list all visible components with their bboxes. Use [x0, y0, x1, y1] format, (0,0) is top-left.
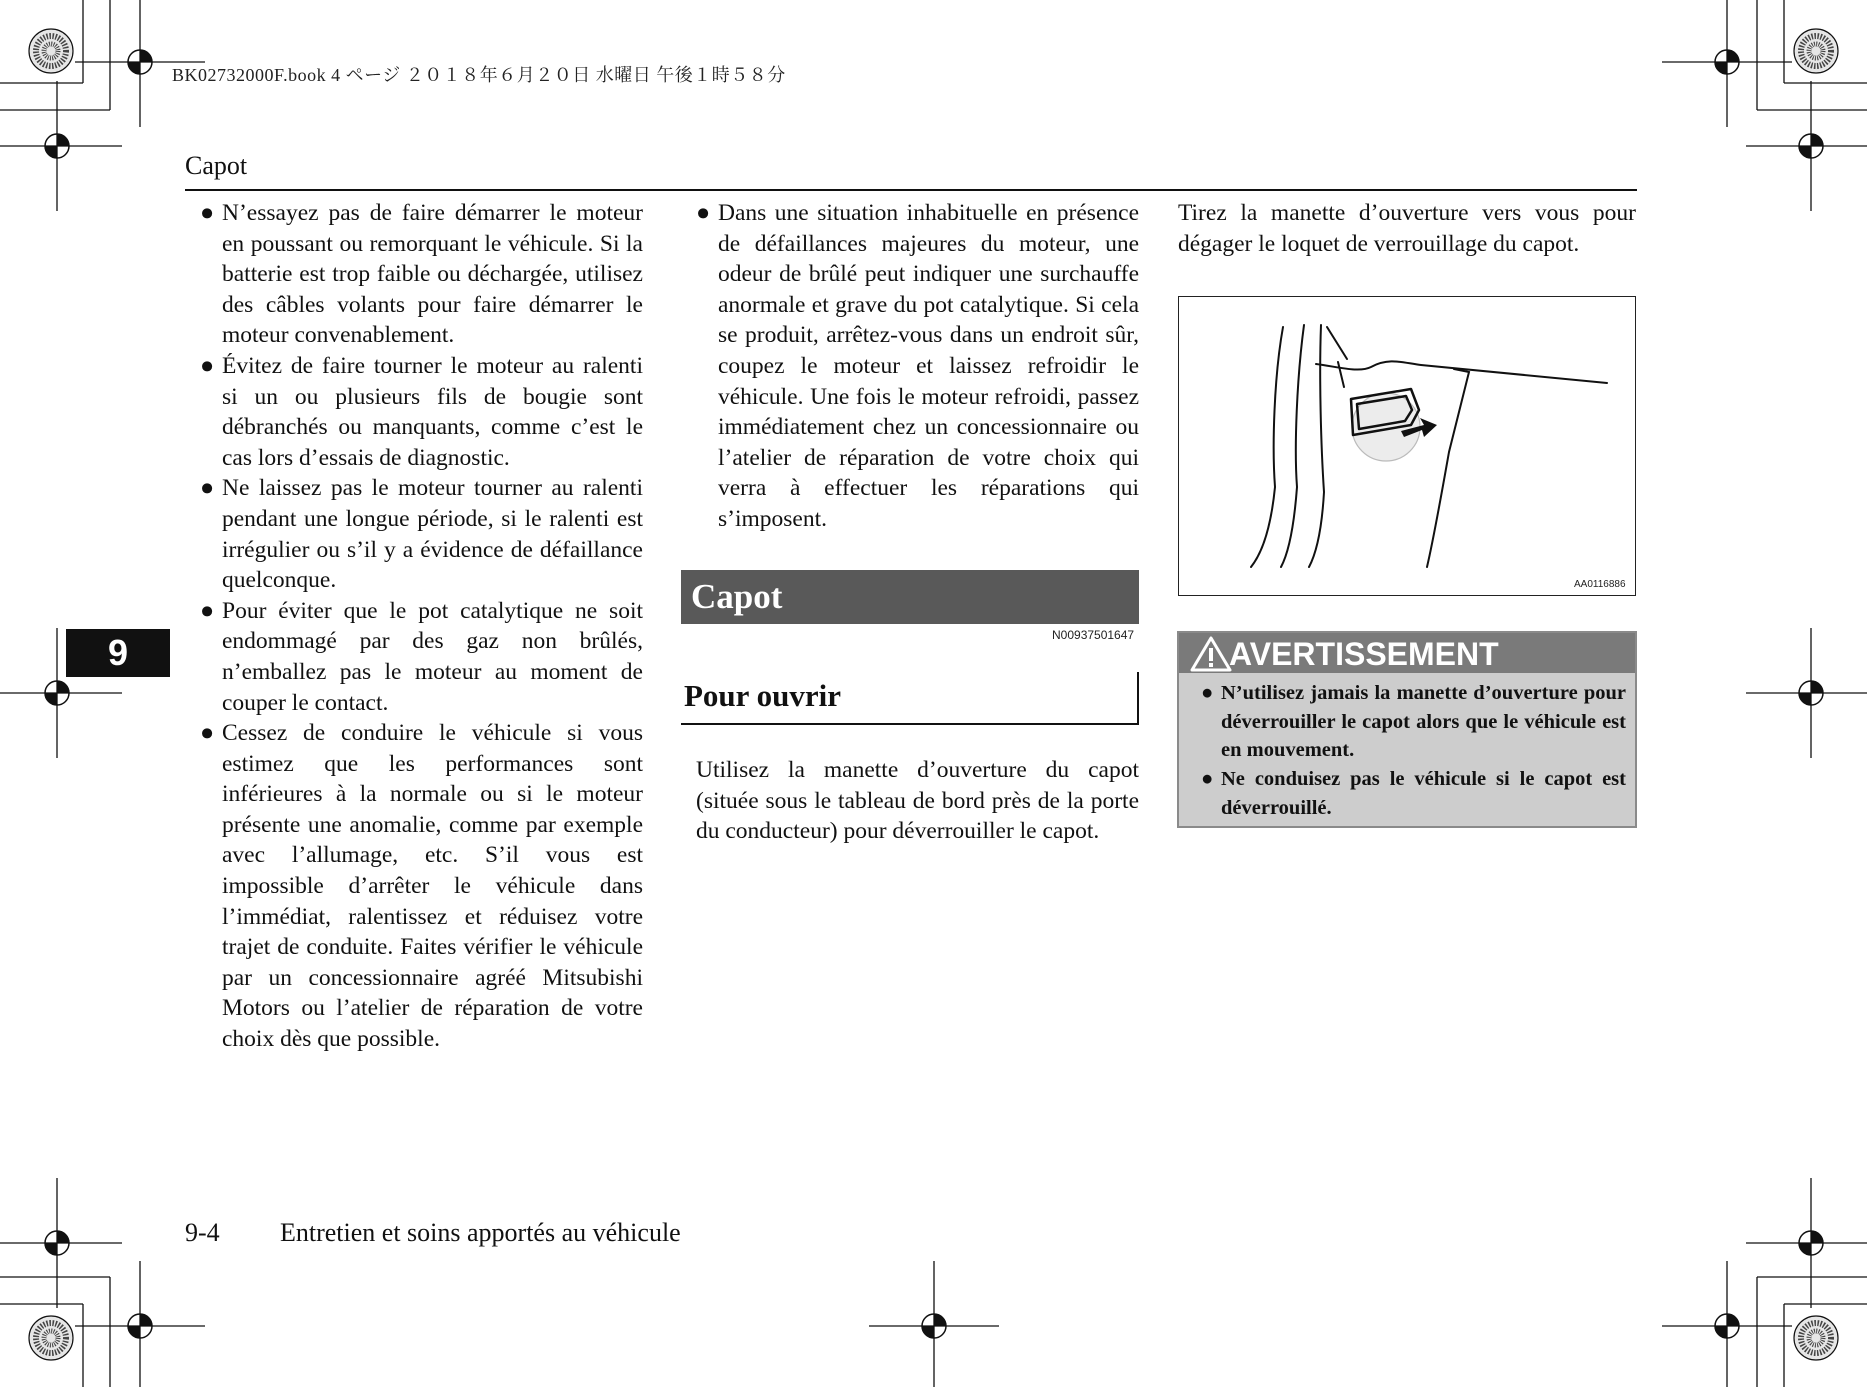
bullet-text: Cessez de conduire le véhicule si vous estimez que les performances sont inférieures à la normale ou si le moteur présente une anomalie, comme par exemple avec l’allumage, etc. S’il vous est impossible d’arrêter le véhicule dans l’immédiat, ralentissez et réduisez votre trajet de conduite. Faites vérifier le véhicule par un concessionnaire agréé Mitsubishi Motors ou l’atelier de réparation de votre choix dès que possible.: [222, 720, 643, 1053]
bullet-dot: ●: [696, 200, 711, 226]
warning-text: Ne conduisez pas le véhicule si le capot est déverrouillé.: [1221, 768, 1626, 819]
registration-mark: [1662, 1261, 1792, 1387]
column-left: [200, 198, 643, 1055]
chapter-tab: 9: [66, 629, 170, 677]
bullet-item: [696, 198, 1139, 535]
print-header: BK02732000F.book 4 ページ ２０１８年６月２０日 水曜日 午後１時５８分: [172, 65, 786, 85]
bullet-text: Évitez de faire tourner le moteur au ralenti si un ou plusieurs fils de bougie sont débranchés ou manquants, comme c’est le cas lors d’essais de diagnostic.: [222, 352, 643, 471]
bullet-item: [200, 596, 643, 718]
warning-bullet: [1201, 679, 1626, 765]
registration-mark: [0, 81, 122, 211]
warning-box: [1177, 631, 1637, 828]
bullet-item: [200, 351, 643, 473]
opening-paragraph-block: [696, 755, 1139, 847]
registration-mark: [1746, 1178, 1867, 1308]
registration-mark: [75, 1261, 205, 1387]
warning-bullet: [1201, 765, 1626, 822]
page-number: 9-4: [185, 1218, 220, 1247]
registration-mark: [1662, 0, 1792, 127]
bullet-dot: ●: [200, 597, 215, 624]
bullet-dot: ●: [1201, 768, 1214, 790]
registration-burst-bottom-right: [1794, 1316, 1838, 1360]
bullet-dot: ●: [200, 475, 215, 502]
bullet-text: N’essayez pas de faire démarrer le moteur en poussant ou remorquant le véhicule. Si la batterie est trop faible ou déchargée, utilisez des câbles volants pour faire démarrer le moteur convenablement.: [222, 200, 643, 349]
warning-header: [1179, 633, 1635, 673]
subsection-title: Pour ouvrir: [684, 678, 841, 713]
running-head: Capot: [185, 151, 248, 180]
registration-mark: [1746, 628, 1867, 758]
warning-text: N’utilisez jamais la manette d’ouverture pour déverrouiller le capot alors que le véhicule est en mouvement.: [1221, 682, 1626, 761]
warning-triangle-icon: [1189, 635, 1233, 673]
bullet-text: Dans une situation inhabituelle en présence de défaillances majeures du moteur, une odeur de brûlé peut indiquer une surchauffe anormale et grave du pot catalytique. Si cela se produit, arrêtez-vous dans un endroit sûr, coupez le moteur et laissez refroidir le véhicule. Une fois le moteur refroidi, passez immédiatement chez un concessionnaire ou l’atelier de réparation de votre choix qui verra à effectuer les réparations qui s’imposent.: [718, 200, 1139, 532]
registration-burst-top-right: [1794, 29, 1838, 73]
warning-item: [1201, 765, 1626, 822]
bullet-dot: ●: [200, 720, 215, 747]
release-paragraph: Tirez la manette d’ouverture vers vous pour dégager le loquet de verrouillage du capot.: [1178, 200, 1636, 257]
registration-mark: [1746, 81, 1867, 211]
subsection-rule-side: [1137, 672, 1139, 725]
hood-release-figure: [1178, 296, 1636, 596]
column-middle: [696, 198, 1139, 535]
footer-chapter-title: Entretien et soins apportés au véhicule: [280, 1218, 681, 1247]
bullet-item: [200, 718, 643, 1055]
registration-mark: [0, 1178, 122, 1308]
figure-reference-code: AA0116886: [1574, 579, 1626, 590]
bullet-item: [200, 198, 643, 351]
warning-title: AVERTISSEMENT: [1229, 636, 1499, 672]
opening-paragraph: Utilisez la manette d’ouverture du capot (située sous le tableau de bord près de la porte du conducteur) pour déverrouiller le capot.: [696, 757, 1139, 845]
section-reference-code: N00937501647: [1052, 628, 1135, 642]
column-right: [1178, 198, 1636, 259]
header-rule: [185, 189, 1637, 191]
subsection-rule: [681, 723, 1139, 725]
registration-mark: [869, 1261, 999, 1387]
bullet-text: Pour éviter que le pot catalytique ne soit endommagé par des gaz non brûlés, n’emballez pas le moteur au moment de couper le contact.: [222, 597, 643, 716]
bullet-dot: ●: [1201, 682, 1214, 704]
hood-release-lever-illustration: [1179, 297, 1634, 594]
bullet-dot: ●: [200, 200, 215, 226]
warning-item: [1201, 679, 1626, 765]
registration-burst-top-left: [29, 29, 73, 73]
section-title-bar: Capot: [681, 570, 1139, 624]
registration-burst-bottom-left: [29, 1316, 73, 1360]
bullet-dot: ●: [200, 352, 215, 379]
bullet-item: [200, 473, 643, 595]
bullet-text: Ne laissez pas le moteur tourner au ralenti pendant une longue période, si le ralenti est irrégulier ou s’il y a évidence de défaillance quelconque.: [222, 475, 643, 594]
